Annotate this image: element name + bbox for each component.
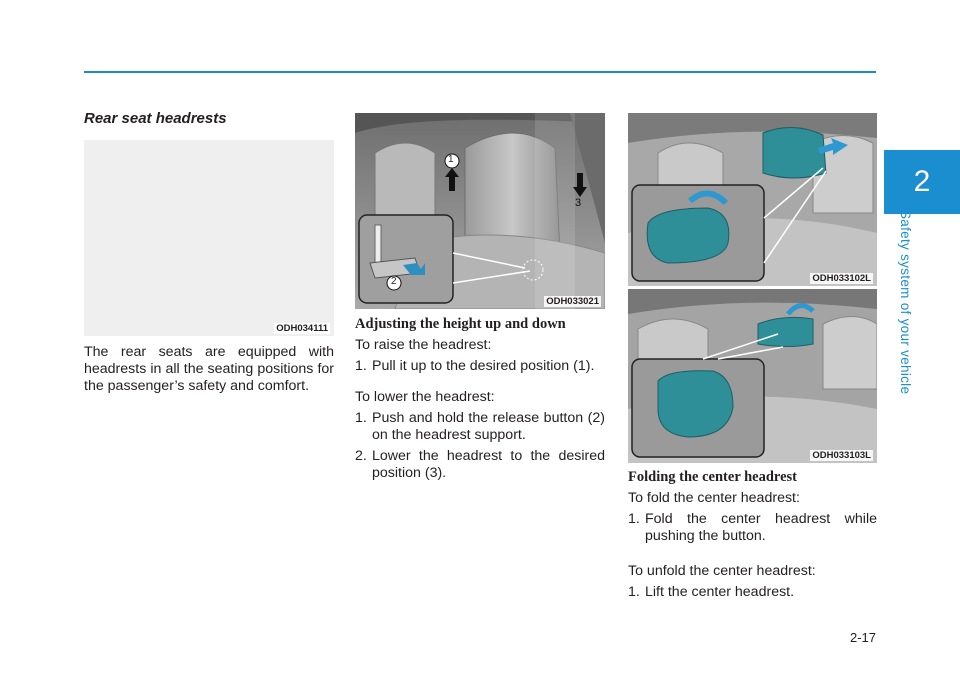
step-text: Lift the center headrest.	[645, 584, 795, 600]
left-body	[84, 344, 334, 395]
callout-1: 1	[448, 154, 454, 165]
figure-code: ODH033103L	[812, 450, 871, 461]
list-item	[355, 358, 605, 375]
figure-code: ODH033021	[546, 296, 599, 307]
lower-intro: To lower the headrest:	[355, 389, 495, 405]
list-item	[355, 448, 605, 482]
svg-text:3: 3	[575, 197, 582, 209]
subsection-heading: Folding the center headrest	[628, 469, 798, 485]
list-item	[355, 410, 605, 444]
page-number: 2-17	[849, 630, 876, 645]
left-column	[84, 110, 334, 127]
figure-center-headrest-unfold	[628, 289, 877, 463]
step-text: Fold the center headrest while pushing the button.	[645, 511, 877, 544]
figure-code: ODH033102L	[812, 273, 871, 284]
header-rule	[84, 71, 876, 73]
list-item	[628, 511, 877, 545]
unfold-intro: To unfold the center headrest:	[628, 563, 816, 579]
figure-code: ODH034111	[276, 323, 328, 334]
step-text: Push and hold the release button (2) on the headrest support.	[372, 410, 605, 443]
figure-rear-seats-placeholder	[84, 140, 334, 336]
section-heading: Rear seat headrests	[84, 110, 227, 127]
fold-intro: To fold the center headrest:	[628, 490, 800, 506]
middle-column	[355, 316, 605, 482]
step-number: 1.	[355, 358, 367, 374]
step-number: 1.	[355, 410, 367, 426]
subsection-heading: Adjusting the height up and down	[355, 316, 566, 332]
list-item	[628, 584, 877, 601]
raise-intro: To raise the headrest:	[355, 337, 492, 353]
step-number: 1.	[628, 584, 640, 600]
figure-headrest-height	[355, 113, 605, 309]
step-text: Pull it up to the desired position (1).	[372, 358, 595, 374]
step-number: 2.	[355, 448, 367, 464]
right-column	[628, 469, 877, 601]
step-number: 1.	[628, 511, 640, 527]
body-text: The rear seats are equipped with headrests in all the seating positions for the passenger’s safety and comfort.	[84, 344, 334, 394]
callout-2: 2	[391, 276, 397, 287]
chapter-title	[899, 210, 929, 410]
figure-center-headrest-fold	[628, 113, 877, 286]
chapter-title-text: Safety system of your vehicle	[898, 210, 913, 395]
step-text: Lower the headrest to the desired position (3).	[372, 448, 605, 481]
chapter-tab[interactable]: 2	[884, 150, 960, 214]
